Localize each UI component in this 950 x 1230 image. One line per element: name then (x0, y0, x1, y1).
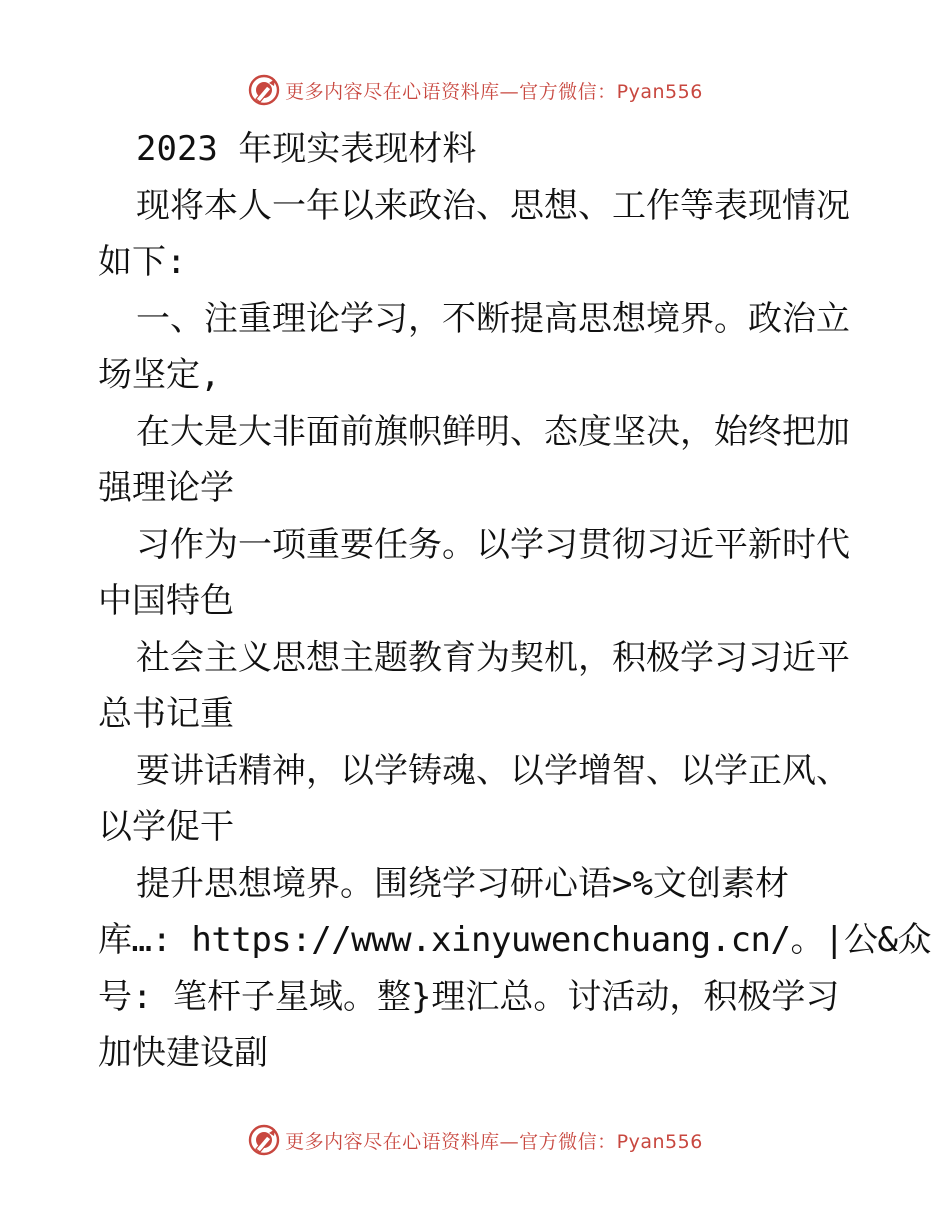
paragraph-line: 如下: (98, 242, 187, 282)
section-heading: 一、注重理论学习，不断提高思想境界。政治立 (136, 298, 850, 339)
paragraph-line: 场坚定, (98, 355, 221, 395)
paragraph-line: 习作为一项重要任务。以学习贯彻习近平新时代 (136, 524, 850, 565)
pen-logo-icon (247, 73, 281, 107)
pen-logo-icon (247, 1123, 281, 1157)
watermark-text: 更多内容尽在心语资料库—官方微信：Pyan556 (285, 80, 703, 103)
paragraph-line: 要讲话精神，以学铸魂、以学增智、以学正风、 (136, 750, 850, 791)
paragraph-line: 加快建设副 (98, 1033, 268, 1073)
paragraph-line: 号: 笔杆子星域。整}理汇总。讨活动，积极学习 (98, 976, 840, 1017)
paragraph-line-url: 库…: https://www.xinyuwenchuang.cn/。|公&众 (98, 920, 931, 960)
paragraph-line: 提升思想境界。围绕学习研心语>%文创素材 (136, 863, 789, 904)
document-body (98, 121, 931, 1082)
watermark-footer (0, 1120, 950, 1160)
paragraph-line: 中国特色 (98, 581, 234, 621)
paragraph-line: 在大是大非面前旗帜鲜明、态度坚决，始终把加 (136, 411, 850, 452)
paragraph-line: 社会主义思想主题教育为契机，积极学习习近平 (136, 637, 850, 678)
paragraph-line: 强理论学 (98, 468, 234, 508)
document-title: 2023 年现实表现材料 (136, 129, 477, 169)
paragraph-line: 现将本人一年以来政治、思想、工作等表现情况 (136, 185, 850, 226)
paragraph-line: 总书记重 (98, 694, 234, 734)
paragraph-line: 以学促干 (98, 807, 234, 847)
watermark-text: 更多内容尽在心语资料库—官方微信：Pyan556 (285, 1130, 703, 1153)
watermark-header (0, 70, 950, 110)
